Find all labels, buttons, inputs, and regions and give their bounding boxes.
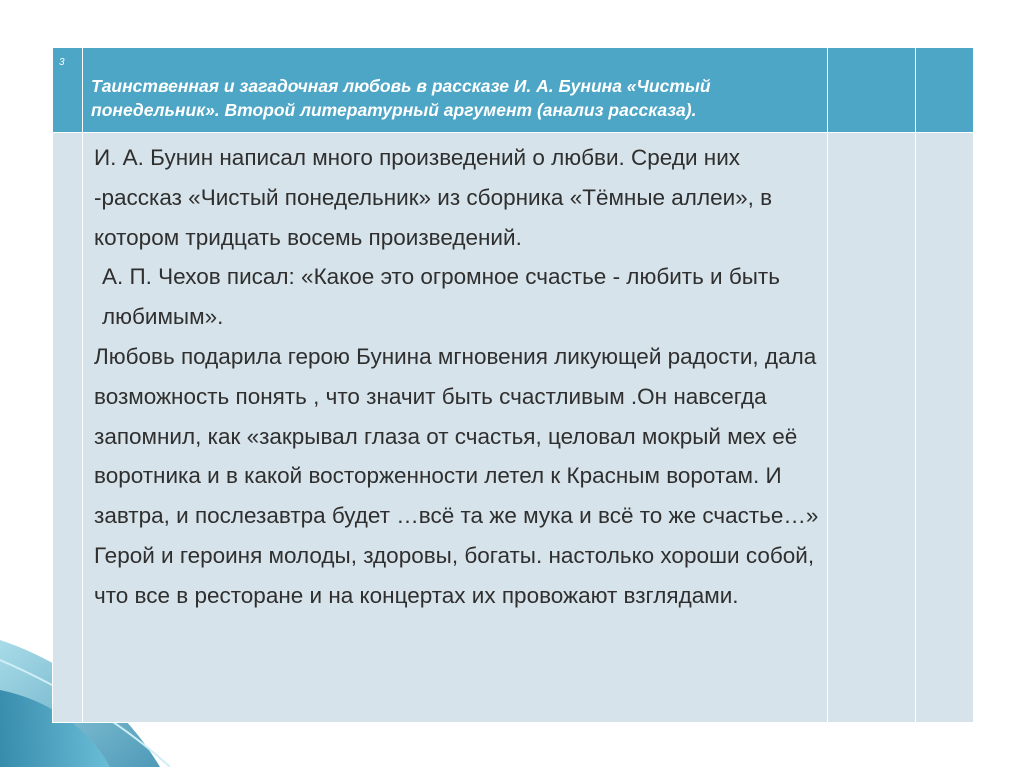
row-number: 3 <box>59 57 65 68</box>
empty-body-cell <box>828 133 916 723</box>
content-table <box>52 47 974 723</box>
empty-header-cell <box>916 48 974 133</box>
row-number-cell <box>53 48 83 133</box>
paragraph-quote: А. П. Чехов писал: «Какое это огромное счастье - любить и быть любимым». <box>102 264 780 330</box>
empty-header-cell <box>828 48 916 133</box>
empty-body-cell <box>53 133 83 723</box>
slide-heading: Таинственная и загадочная любовь в рассказе И. А. Бунина «Чистый понедельник». Второй литературный аргумент (анализ рассказа). <box>91 76 711 120</box>
body-text <box>83 133 827 616</box>
heading-cell <box>83 48 828 133</box>
empty-body-cell <box>916 133 974 723</box>
paragraph-intro: И. А. Бунин написал много произведений о любви. Среди них -рассказ «Чистый понедельник» из сборника «Тёмные аллеи», в котором тридцать восемь произведений. <box>94 145 773 250</box>
table-body-row <box>53 133 974 723</box>
body-text-cell <box>83 133 828 723</box>
paragraph-analysis: Любовь подарила герою Бунина мгновения ликующей радости, дала возможность понять , что значит быть счастливым .Он навсегда запомнил, как «закрывал глаза от счастья, целовал мокрый мех её воротника и в какой восторженности летел к Красным воротам. И завтра, и послезавтра будет …всё та же мука и всё то же счастье…» Герой и героиня молоды, здоровы, богаты. настолько хороши собой, что все в ресторане и на концертах их провожают взглядами. <box>94 343 819 608</box>
table-header-row <box>53 48 974 133</box>
